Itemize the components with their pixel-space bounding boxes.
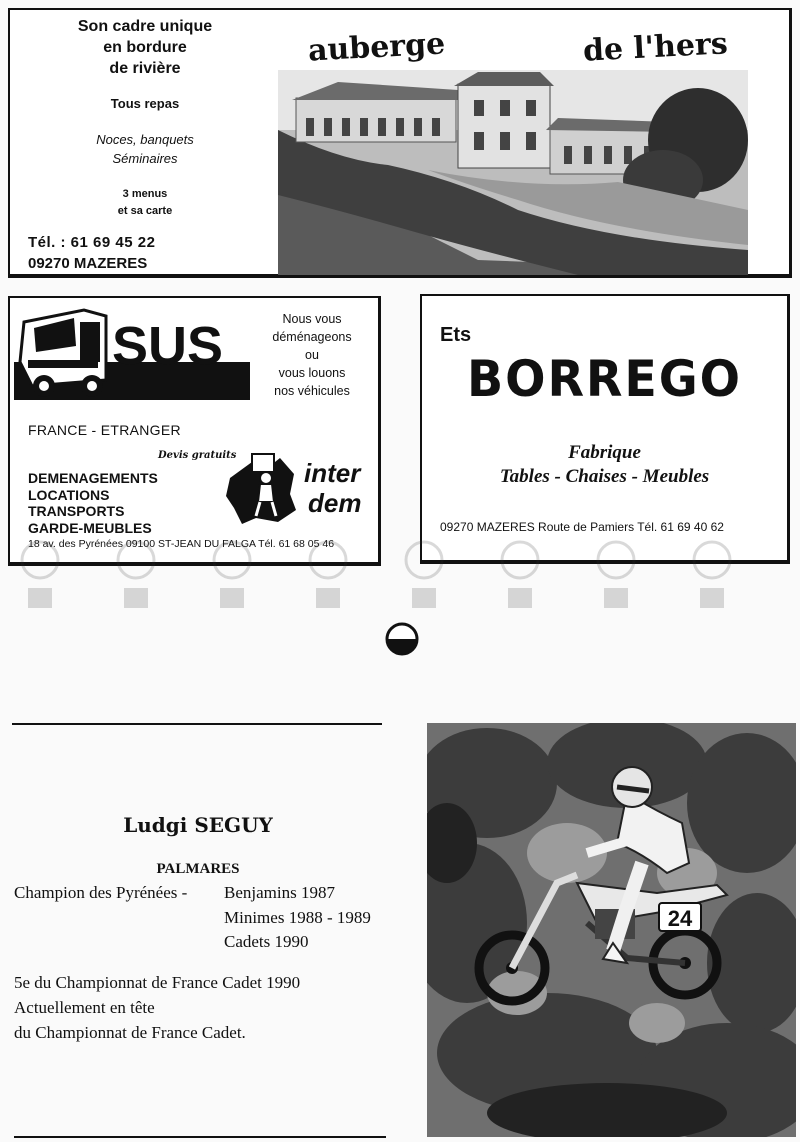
watermark-logo-strip	[0, 526, 800, 616]
interdem-word-2: dem	[308, 488, 362, 518]
interdem-logo	[222, 448, 380, 528]
auberge-address: 09270 MAZERES	[28, 255, 148, 272]
sus-pitch	[250, 310, 374, 400]
ad-auberge-de-l-hers	[8, 8, 792, 278]
palmares-title-item: Cadets 1990	[224, 932, 309, 951]
tagline-line: Son cadre unique	[77, 18, 213, 35]
service-line: Séminaires	[112, 151, 178, 166]
sus-address: 18 av. des Pyrénées 09100 ST-JEAN DU FALGA Tél. 61 68 05 46	[28, 538, 335, 550]
palmares-heading: PALMARES	[156, 861, 240, 877]
tagline-line: en bordure	[103, 39, 187, 56]
rider-name: Ludgi SEGUY	[123, 813, 273, 837]
auberge-building-photo	[278, 70, 748, 275]
tagline-line: de rivière	[109, 60, 181, 77]
ad-borrego	[420, 294, 790, 564]
champion-label: Champion des Pyrénées -	[14, 883, 188, 902]
service-line: Noces, banquets	[96, 132, 194, 147]
service-item: TRANSPORTS	[28, 503, 125, 519]
borrego-fabrique: Fabrique	[568, 442, 641, 463]
service-item: LOCATIONS	[28, 486, 110, 503]
current-standing-line: Actuellement en tête	[14, 998, 155, 1017]
race-number: 24	[667, 906, 693, 931]
championship-result: 5e du Championnat de France Cadet 1990	[14, 973, 301, 992]
interdem-word-1: inter	[304, 458, 361, 488]
menus-line: 3 menus	[122, 188, 168, 200]
sus-logo-text: SUS	[112, 316, 224, 376]
sus-truck-logo	[14, 302, 250, 402]
auberge-menus	[10, 186, 280, 220]
auberge-title-right: de l'hers	[582, 26, 729, 69]
menus-line: et sa carte	[117, 205, 173, 217]
borrego-ets: Ets	[440, 324, 472, 346]
palmares-title-item: Minimes 1988 - 1989	[224, 908, 371, 927]
auberge-tagline	[10, 16, 280, 79]
pitch-line: vous louons	[278, 366, 346, 380]
current-standing-line: du Championnat de France Cadet.	[14, 1023, 246, 1042]
pitch-line: déménageons	[272, 330, 352, 344]
service-item: DEMENAGEMENTS	[28, 470, 158, 486]
motocross-rider-photo	[427, 723, 796, 1137]
section-rule-bottom	[14, 1136, 386, 1138]
auberge-services	[10, 130, 280, 168]
auberge-title-left: auberge	[307, 26, 447, 69]
auberge-repas: Tous repas	[110, 96, 180, 111]
auberge-phone: Tél. : 61 69 45 22	[28, 234, 156, 251]
service-item: GARDE-MEUBLES	[28, 519, 152, 536]
auberge-title	[307, 26, 729, 69]
borrego-name: BORREGO	[467, 350, 742, 408]
section-rule-top	[12, 723, 382, 725]
pitch-line: nos véhicules	[274, 384, 350, 398]
pitch-line: ou	[305, 348, 319, 362]
palmares-title-item: Benjamins 1987	[224, 883, 335, 902]
half-moon-mark	[385, 622, 419, 656]
borrego-address: 09270 MAZERES Route de Pamiers Tél. 61 69 40 62	[440, 520, 724, 534]
pitch-line: Nous vous	[282, 312, 342, 326]
borrego-products: Tables - Chaises - Meubles	[499, 466, 710, 487]
sus-destinations: FRANCE - ETRANGER	[28, 422, 181, 438]
sus-devis: Devis gratuits	[158, 450, 237, 461]
